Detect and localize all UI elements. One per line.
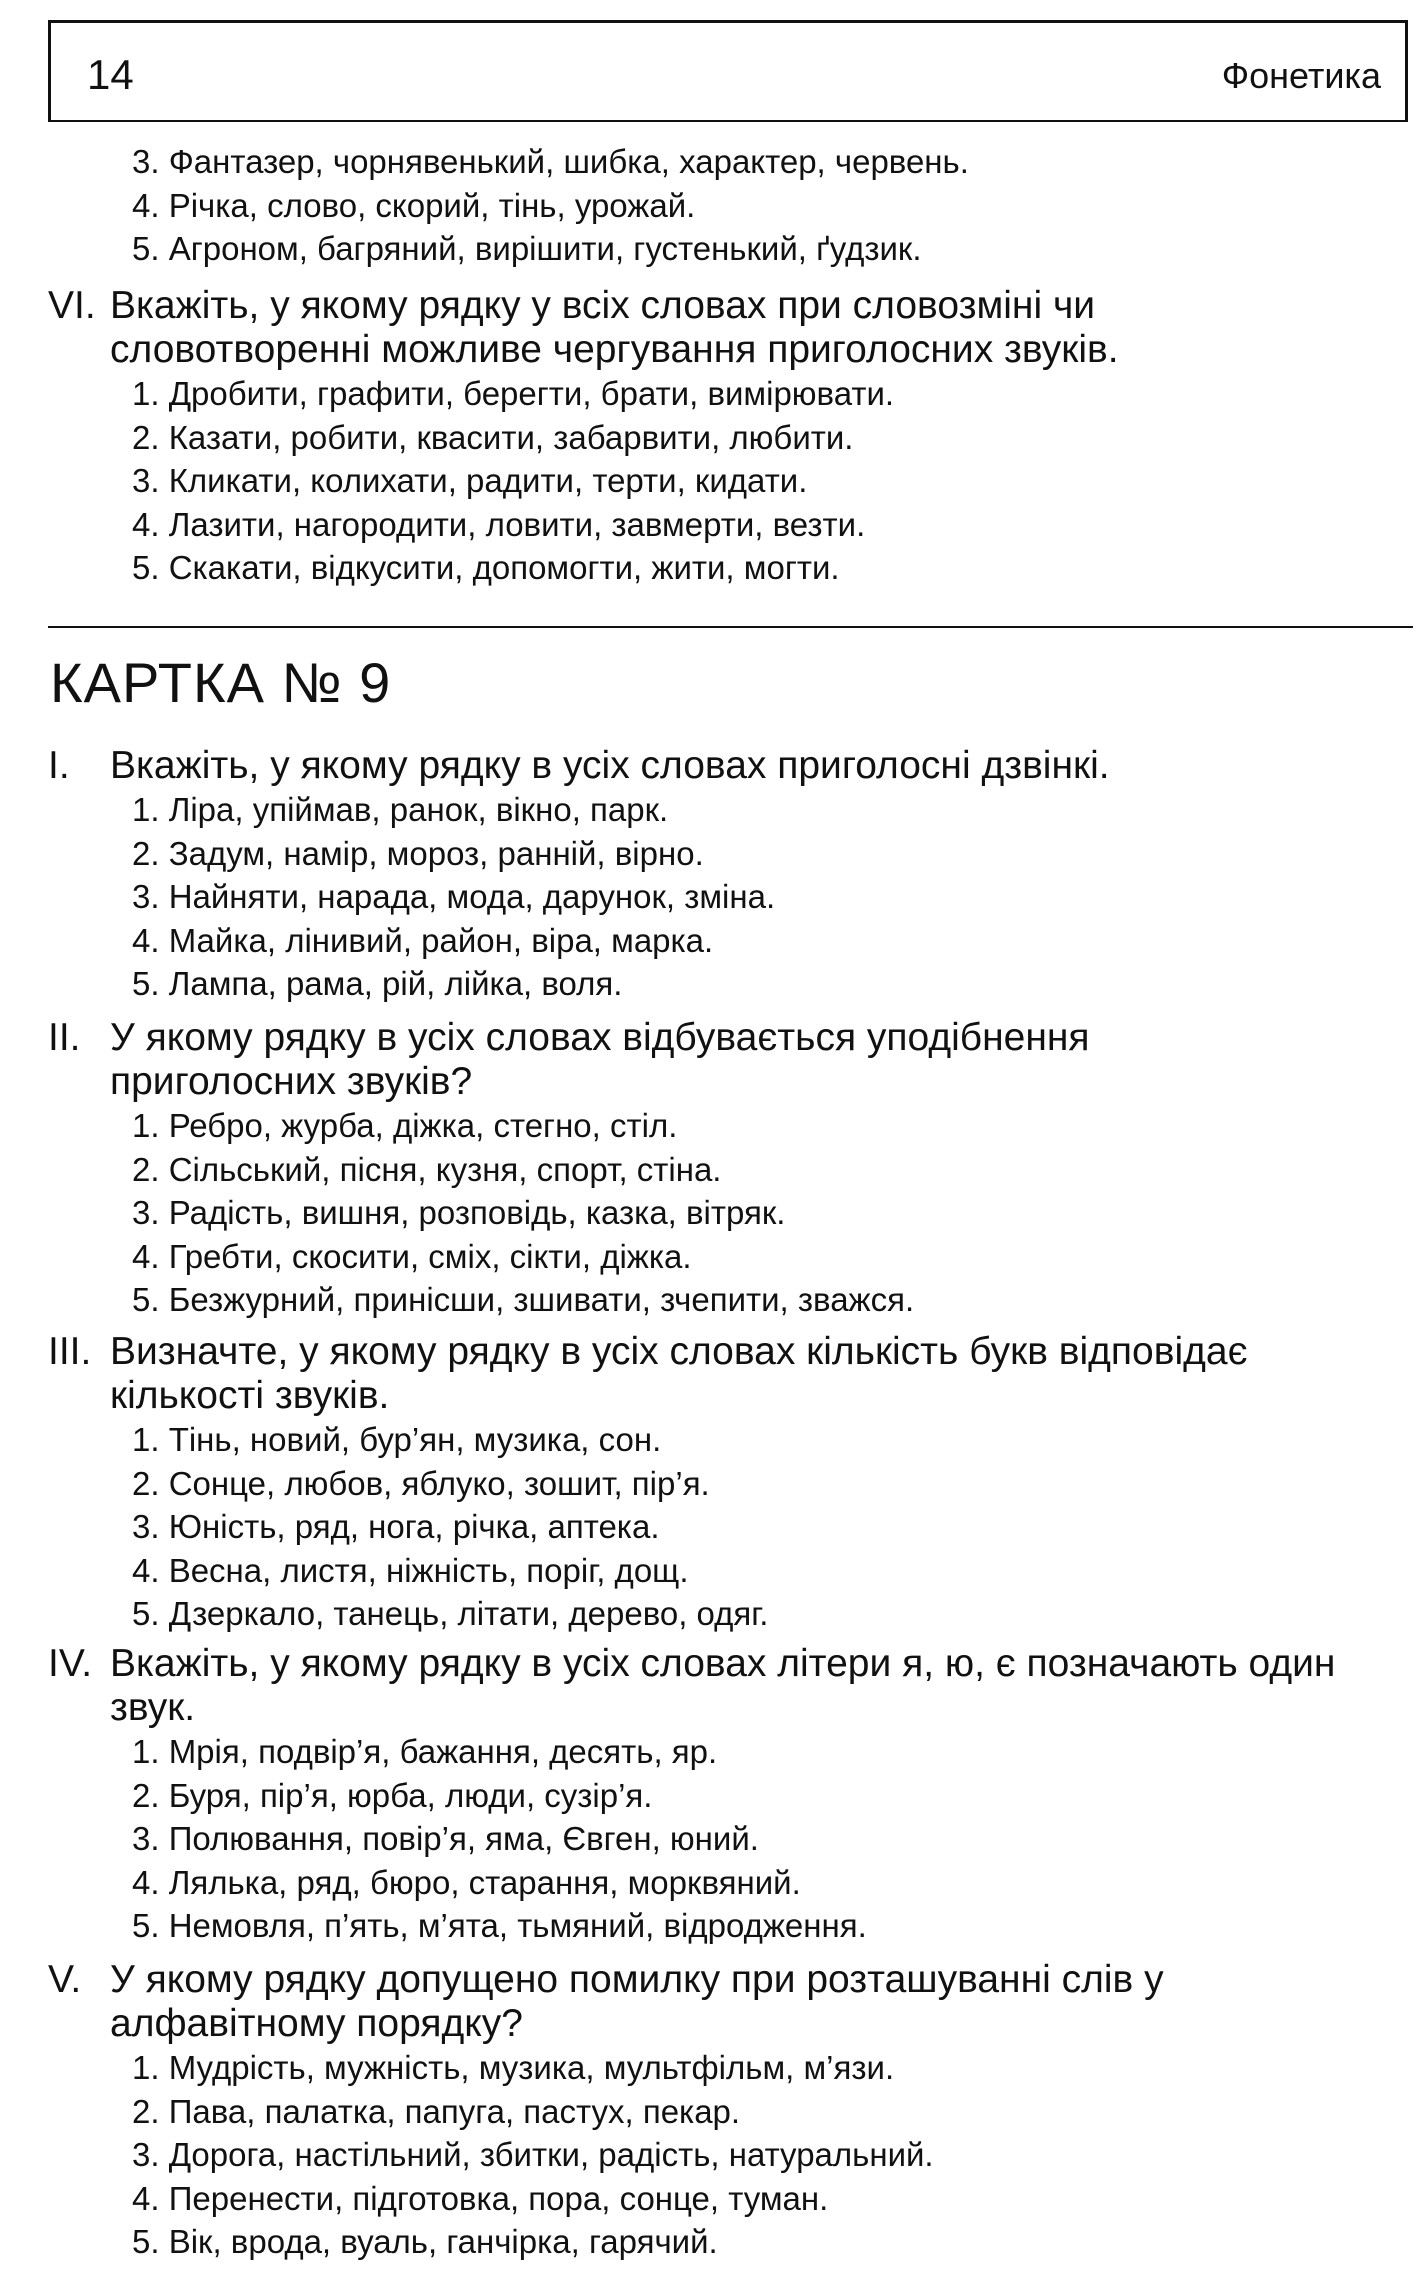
option: 2. Казати, робити, квасити, забарвити, любити. [132, 418, 854, 456]
question-number: II. [48, 1016, 81, 1059]
option: 1. Ребро, журба, діжка, стегно, стіл. [132, 1107, 678, 1144]
option: 3. Дорога, настільний, збитки, радість, натуральний. [132, 2136, 934, 2174]
option: 2. Пава, палатка, папуга, пастух, пекар. [132, 2092, 741, 2130]
option: 1. Мудрість, мужність, музика, мультфільм, м’язи. [132, 2049, 895, 2086]
option: 5. Лампа, рама, рій, лійка, воля. [132, 965, 623, 1003]
option: 4. Весна, листя, ніжність, поріг, дощ. [132, 1551, 689, 1589]
option: 2. Задум, намір, мороз, ранній, вірно. [132, 834, 704, 872]
option: 4. Перенести, підготовка, пора, сонце, туман. [132, 2179, 829, 2217]
option: 3. Юність, ряд, нога, річка, аптека. [132, 1508, 660, 1546]
section-divider [48, 626, 1413, 628]
option: 5. Скакати, відкусити, допомогти, жити, могти. [132, 549, 840, 587]
question-number: III. [48, 1330, 92, 1373]
question-text: Вкажіть, у якому рядку в усіх словах літери я, ю, є позначають один звук. [110, 1642, 1336, 1729]
question-iii [48, 1330, 1408, 1636]
option: 2. Буря, пір’я, юрба, люди, сузір’я. [132, 1776, 653, 1814]
card-title: КАРТКА № 9 [50, 651, 392, 714]
question-number: VI. [48, 284, 96, 327]
question-text: Визначте, у якому рядку в усіх словах кількість букв відповідає кількості звуків. [110, 1330, 1248, 1417]
option: 4. Річка, слово, скорий, тінь, урожай. [132, 186, 696, 224]
page-header [48, 20, 1408, 122]
option: 1. Мрія, подвір’я, бажання, десять, яр. [132, 1733, 718, 1770]
option: 2. Сонце, любов, яблуко, зошит, пір’я. [132, 1464, 710, 1502]
question-v [48, 1958, 1408, 2264]
question-iv [48, 1642, 1408, 1948]
question-text: У якому рядку допущено помилку при розташуванні слів у алфавітному порядку? [110, 1958, 1164, 2045]
option: 2. Сільський, пісня, кузня, спорт, стіна. [132, 1150, 722, 1188]
option: 4. Лялька, ряд, бюро, старання, морквяний. [132, 1863, 801, 1901]
option: 5. Безжурний, принісши, зшивати, зчепити, зважся. [132, 1281, 915, 1319]
question-number: I. [48, 744, 70, 787]
option: 3. Радість, вишня, розповідь, казка, вітряк. [132, 1194, 786, 1232]
option: 5. Вік, врода, вуаль, ганчірка, гарячий. [132, 2223, 718, 2261]
header-rule [48, 120, 1408, 122]
option: 4. Лазити, нагородити, ловити, завмерти, везти. [132, 505, 866, 543]
option: 4. Майка, лінивий, район, віра, марка. [132, 921, 714, 959]
option: 1. Тінь, новий, бур’ян, музика, сон. [132, 1421, 662, 1458]
question-i [48, 744, 1408, 1006]
question-vi [48, 284, 1408, 590]
question-ii [48, 1016, 1408, 1322]
option: 5. Немовля, п’ять, м’ята, тьмяний, відродження. [132, 1907, 867, 1945]
option: 4. Гребти, скосити, сміх, сікти, діжка. [132, 1237, 692, 1275]
option: 3. Найняти, нарада, мода, дарунок, зміна. [132, 878, 776, 916]
option: 3. Фантазер, чорнявенький, шибка, характер, червень. [132, 143, 969, 180]
option: 1. Ліра, упіймав, ранок, вікно, парк. [132, 791, 669, 828]
option: 3. Полювання, повір’я, яма, Євген, юний. [132, 1820, 759, 1858]
section-title: Фонетика [1221, 55, 1381, 96]
option: 1. Дробити, графити, берегти, брати, вимірювати. [132, 375, 895, 412]
option: 3. Кликати, колихати, радити, терти, кидати. [132, 462, 808, 500]
question-text: Вкажіть, у якому рядку у всіх словах при словозміні чи словотворенні можливе чергування приголосних звуків. [110, 284, 1119, 371]
question-number: V. [48, 1958, 82, 2001]
question-text: Вкажіть, у якому рядку в усіх словах приголосні дзвінкі. [110, 744, 1110, 787]
question-text: У якому рядку в усіх словах відбувається уподібнення приголосних звуків? [110, 1016, 1090, 1103]
question-number: IV. [48, 1642, 93, 1685]
option: 5. Агроном, багряний, вирішити, густенький, ґудзик. [132, 230, 922, 268]
continuation-block [48, 140, 1408, 271]
page-number: 14 [87, 51, 134, 98]
option: 5. Дзеркало, танець, літати, дерево, одяг. [132, 1595, 769, 1633]
